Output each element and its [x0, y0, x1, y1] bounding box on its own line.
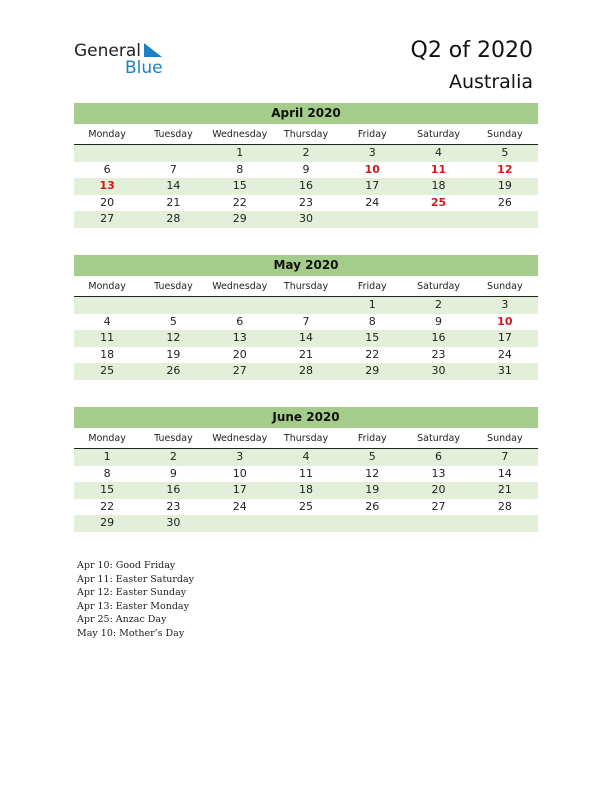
- day-cell: 21: [298, 347, 313, 361]
- week-row: [74, 347, 538, 364]
- day-cell: 8: [236, 162, 244, 176]
- day-cell: 10: [497, 314, 513, 328]
- week-row: [74, 515, 538, 532]
- week-row: [74, 195, 538, 212]
- day-cell: 17: [232, 483, 247, 496]
- day-cell: 11: [298, 466, 313, 480]
- day-cell: 28: [298, 364, 313, 377]
- day-cell: 20: [100, 195, 115, 209]
- day-cell: 30: [431, 364, 446, 377]
- month-title: June 2020: [74, 407, 538, 428]
- day-cell: 13: [431, 466, 446, 480]
- generalblue-logo: [74, 41, 174, 81]
- day-cell: 1: [236, 146, 244, 159]
- day-cell: 3: [368, 146, 376, 159]
- holiday-item: Apr 12: Easter Sunday: [77, 587, 187, 598]
- weekday-label: Thursday: [283, 433, 329, 444]
- day-cell: 29: [365, 364, 380, 377]
- day-cell: 8: [368, 314, 376, 328]
- day-cell: [472, 211, 538, 228]
- weekday-header-row: [74, 278, 538, 297]
- day-cell: 4: [302, 450, 310, 463]
- day-cell: 30: [298, 212, 313, 225]
- day-cell: 30: [166, 516, 181, 529]
- holiday-item: Apr 13: Easter Monday: [77, 600, 189, 612]
- weekday-label: Saturday: [417, 433, 460, 444]
- day-cell: 13: [99, 179, 115, 192]
- day-cell: 2: [169, 450, 177, 463]
- day-cell: [405, 515, 471, 532]
- day-cell: 16: [431, 331, 446, 344]
- week-row: [74, 482, 538, 499]
- holiday-item: Apr 10: Good Friday: [77, 560, 176, 571]
- week-row: [74, 162, 538, 179]
- day-cell: 3: [236, 450, 244, 463]
- day-cell: 19: [365, 483, 380, 496]
- day-cell: 9: [169, 466, 177, 480]
- logo-text-general: General: [74, 41, 141, 61]
- weekday-label: Friday: [357, 281, 387, 292]
- weekday-label: Saturday: [417, 129, 460, 140]
- day-cell: 7: [169, 162, 177, 176]
- day-cell: 26: [497, 195, 512, 209]
- day-cell: 9: [302, 162, 310, 176]
- day-cell: 9: [435, 314, 443, 328]
- weekday-label: Saturday: [417, 281, 460, 292]
- day-cell: [207, 297, 273, 314]
- month-may: [74, 255, 538, 380]
- day-cell: 19: [497, 179, 512, 192]
- holiday-item: Apr 11: Easter Saturday: [77, 573, 195, 585]
- day-cell: [339, 515, 405, 532]
- weekday-label: Tuesday: [154, 433, 193, 444]
- weekday-label: Wednesday: [212, 281, 268, 292]
- week-row: [74, 330, 538, 347]
- weekday-label: Wednesday: [212, 433, 268, 444]
- day-cell: 3: [501, 298, 509, 311]
- day-cell: 18: [100, 347, 115, 361]
- day-cell: 29: [100, 516, 115, 529]
- weekday-label: Friday: [357, 129, 387, 140]
- weekday-label: Monday: [88, 281, 126, 292]
- week-row: [74, 314, 538, 331]
- day-cell: 18: [431, 179, 446, 192]
- day-cell: 14: [298, 331, 313, 344]
- day-cell: 23: [298, 195, 313, 209]
- day-cell: 28: [497, 499, 512, 513]
- day-cell: 22: [365, 347, 380, 361]
- day-cell: [472, 515, 538, 532]
- day-cell: 25: [100, 364, 115, 377]
- week-row: [74, 297, 538, 314]
- day-cell: [339, 211, 405, 228]
- day-cell: [74, 297, 140, 314]
- day-cell: 2: [302, 146, 310, 159]
- day-cell: [273, 297, 339, 314]
- day-cell: 4: [103, 314, 111, 328]
- day-cell: 16: [166, 483, 181, 496]
- day-cell: 26: [166, 364, 181, 377]
- weekday-label: Tuesday: [154, 129, 193, 140]
- weekday-label: Thursday: [283, 281, 329, 292]
- weekday-label: Sunday: [487, 281, 523, 292]
- day-cell: 26: [365, 499, 380, 513]
- day-cell: 6: [103, 162, 111, 176]
- day-cell: 17: [497, 331, 512, 344]
- month-june: [74, 407, 538, 532]
- day-cell: [207, 515, 273, 532]
- weekday-label: Friday: [357, 433, 387, 444]
- day-cell: 29: [232, 212, 247, 225]
- day-cell: 24: [365, 195, 380, 209]
- day-cell: 20: [232, 347, 247, 361]
- day-cell: 23: [431, 347, 446, 361]
- day-cell: 2: [435, 298, 443, 311]
- logo-triangle-icon: [142, 43, 162, 59]
- weekday-label: Monday: [88, 433, 126, 444]
- day-cell: 15: [100, 483, 115, 496]
- day-cell: 24: [497, 347, 512, 361]
- day-cell: 5: [501, 146, 509, 159]
- day-cell: 13: [232, 331, 247, 344]
- day-cell: 16: [298, 179, 313, 192]
- day-cell: 11: [430, 162, 447, 176]
- day-cell: 6: [435, 450, 443, 463]
- day-cell: 21: [497, 483, 512, 496]
- day-cell: 24: [232, 499, 247, 513]
- month-title: May 2020: [74, 255, 538, 276]
- day-cell: 18: [298, 483, 313, 496]
- day-cell: 5: [368, 450, 376, 463]
- day-cell: [74, 145, 140, 162]
- day-cell: 14: [166, 179, 181, 192]
- week-row: [74, 211, 538, 228]
- day-cell: 23: [166, 499, 181, 513]
- day-cell: 19: [166, 347, 181, 361]
- holiday-list: [77, 559, 194, 640]
- day-cell: 7: [501, 450, 509, 463]
- day-cell: 28: [166, 212, 181, 225]
- day-cell: [405, 211, 471, 228]
- week-row: [74, 499, 538, 516]
- weekday-label: Sunday: [487, 129, 523, 140]
- page-title: Q2 of 2020: [410, 38, 533, 63]
- day-cell: 20: [431, 483, 446, 496]
- week-row: [74, 466, 538, 483]
- month-title: April 2020: [74, 103, 538, 124]
- day-cell: 15: [365, 331, 380, 344]
- week-row: [74, 449, 538, 466]
- holiday-item: Apr 25: Anzac Day: [77, 614, 167, 625]
- day-cell: 27: [431, 499, 446, 513]
- day-cell: 25: [298, 499, 313, 513]
- day-cell: 14: [497, 466, 512, 480]
- week-row: [74, 145, 538, 162]
- day-cell: 27: [232, 364, 247, 377]
- day-cell: 6: [236, 314, 244, 328]
- day-cell: 7: [302, 314, 310, 328]
- weekday-label: Wednesday: [212, 129, 268, 140]
- day-cell: 21: [166, 195, 181, 209]
- weekday-header-row: [74, 126, 538, 145]
- week-row: [74, 178, 538, 195]
- day-cell: 17: [365, 179, 380, 192]
- day-cell: 1: [103, 450, 111, 463]
- day-cell: 25: [430, 195, 447, 209]
- day-cell: [140, 297, 206, 314]
- day-cell: [273, 515, 339, 532]
- day-cell: 12: [497, 162, 513, 176]
- day-cell: 4: [435, 146, 443, 159]
- day-cell: 5: [169, 314, 177, 328]
- holiday-item: May 10: Mother’s Day: [77, 627, 185, 639]
- month-april: [74, 103, 538, 228]
- day-cell: 22: [232, 195, 247, 209]
- week-row: [74, 363, 538, 380]
- day-cell: 8: [103, 466, 111, 480]
- day-cell: 12: [166, 331, 181, 344]
- weekday-label: Tuesday: [154, 281, 193, 292]
- day-cell: 22: [100, 499, 115, 513]
- weekday-label: Sunday: [487, 433, 523, 444]
- logo-text-blue: Blue: [125, 58, 163, 78]
- day-cell: 1: [368, 298, 376, 311]
- day-cell: 27: [100, 212, 115, 225]
- day-cell: 10: [364, 162, 380, 176]
- day-cell: 11: [100, 331, 115, 344]
- weekday-header-row: [74, 430, 538, 449]
- day-cell: 12: [365, 466, 380, 480]
- day-cell: 31: [497, 364, 512, 377]
- country-name: Australia: [448, 71, 533, 93]
- weekday-label: Thursday: [283, 129, 329, 140]
- day-cell: 15: [232, 179, 247, 192]
- day-cell: [140, 145, 206, 162]
- weekday-label: Monday: [88, 129, 126, 140]
- day-cell: 10: [232, 466, 247, 480]
